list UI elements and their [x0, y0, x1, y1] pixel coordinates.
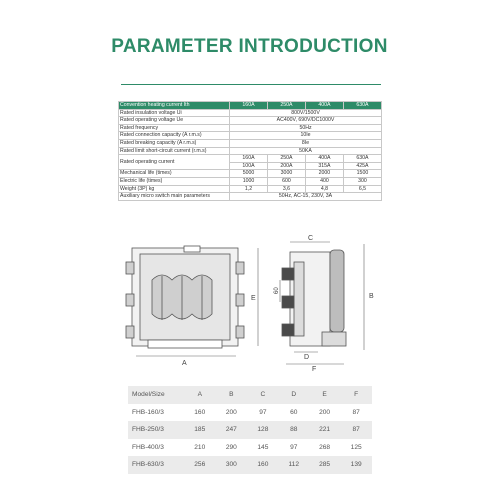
parameter-value: 600 — [267, 177, 305, 185]
table-row — [128, 404, 372, 422]
title-divider — [121, 84, 381, 85]
dimension-header: D — [291, 391, 297, 399]
dimension-header: Model/Size — [132, 391, 165, 399]
parameter-value: 250A — [267, 102, 305, 110]
value-cell: 247 — [225, 426, 237, 434]
parameter-row — [119, 193, 382, 201]
parameter-row — [119, 139, 382, 147]
technical-drawing — [118, 232, 380, 372]
value-cell: 60 — [290, 408, 298, 416]
parameter-value: 160A — [230, 102, 268, 110]
parameter-label: Rated operating current — [119, 155, 230, 170]
parameter-value: 400A — [305, 155, 343, 163]
parameter-value: AC400V, 690V/DC1000V — [230, 117, 382, 125]
dimension-header-row — [128, 386, 372, 404]
value-cell: 87 — [352, 426, 360, 434]
parameter-label: Rated connection capacity (A r.m.s) — [119, 132, 230, 140]
value-cell: 285 — [319, 461, 331, 469]
parameter-value: 250A — [267, 155, 305, 163]
model-cell: FHB-630/3 — [132, 461, 164, 469]
parameter-value: 8Ie — [230, 139, 382, 147]
page-title: PARAMETER INTRODUCTION — [111, 36, 388, 57]
parameter-label: Rated limit short-circuit current (r.m.s) — [119, 147, 230, 155]
parameter-value: 425A — [343, 162, 381, 170]
value-cell: 87 — [352, 408, 360, 416]
parameter-label: Auxiliary micro switch main parameters — [119, 193, 230, 201]
parameter-value: 1500 — [343, 170, 381, 178]
parameter-value: 630A — [343, 102, 381, 110]
parameter-table — [118, 101, 382, 201]
dimension-header: F — [354, 391, 359, 399]
parameter-label: Convention heating current Ith — [119, 102, 230, 110]
dim-label-f: F — [312, 366, 317, 372]
value-cell: 112 — [288, 461, 299, 469]
parameter-row — [119, 117, 382, 125]
parameter-value: 315A — [305, 162, 343, 170]
dim-label-e: E — [251, 295, 256, 302]
parameter-label: Rated frequency — [119, 124, 230, 132]
parameter-value: 160A — [230, 155, 268, 163]
parameter-value: 400A — [305, 102, 343, 110]
dim-label-a: A — [182, 360, 187, 367]
parameter-value: 400 — [305, 177, 343, 185]
parameter-value: 4,8 — [305, 185, 343, 193]
value-cell: 160 — [257, 461, 269, 469]
parameter-value: 3,6 — [267, 185, 305, 193]
dimension-header: A — [197, 391, 202, 399]
value-cell: 200 — [225, 408, 237, 416]
value-cell: 88 — [290, 426, 298, 434]
dimension-header: E — [322, 391, 327, 399]
parameter-value: 200A — [267, 162, 305, 170]
value-cell: 97 — [259, 408, 267, 416]
parameter-value: 50Hz — [230, 124, 382, 132]
value-cell: 139 — [350, 461, 362, 469]
value-cell: 125 — [350, 443, 362, 451]
model-cell: FHB-160/3 — [132, 408, 164, 416]
parameter-value: 5000 — [230, 170, 268, 178]
dimension-header: C — [260, 391, 266, 399]
value-cell: 97 — [290, 443, 298, 451]
value-cell: 300 — [225, 461, 237, 469]
parameter-value: 10Ie — [230, 132, 382, 140]
table-row — [128, 456, 372, 474]
value-cell: 185 — [194, 426, 206, 434]
model-cell: FHB-250/3 — [132, 426, 164, 434]
parameter-row — [119, 147, 382, 155]
parameter-value: 630A — [343, 155, 381, 163]
parameter-row — [119, 177, 382, 185]
parameter-value: 3000 — [267, 170, 305, 178]
parameter-label: Mechanical life (times) — [119, 170, 230, 178]
parameter-value: 50Hz, AC-15, 230V, 3A — [230, 193, 382, 201]
model-cell: FHB-400/3 — [132, 443, 164, 451]
parameter-row — [119, 155, 382, 163]
parameter-value: 300 — [343, 177, 381, 185]
value-cell: 290 — [225, 443, 237, 451]
parameter-value: 800V/1500V — [230, 109, 382, 117]
parameter-value: 6,5 — [343, 185, 381, 193]
value-cell: 256 — [194, 461, 206, 469]
parameter-label: Rated insulation voltage Ui — [119, 109, 230, 117]
parameter-row — [119, 109, 382, 117]
dim-label-c: C — [308, 235, 314, 242]
value-cell: 160 — [194, 408, 206, 416]
parameter-label: Rated operating voltage Ue — [119, 117, 230, 125]
parameter-value: 1,2 — [230, 185, 268, 193]
value-cell: 268 — [319, 443, 331, 451]
parameter-row — [119, 132, 382, 140]
parameter-header-row — [119, 102, 382, 110]
value-cell: 128 — [257, 426, 269, 434]
dim-label-b: B — [369, 293, 374, 300]
parameter-row — [119, 185, 382, 193]
table-row — [128, 439, 372, 457]
value-cell: 200 — [319, 408, 331, 416]
dimension-header: B — [229, 391, 234, 399]
parameter-label: Rated breaking capacity (A r.m.s) — [119, 139, 230, 147]
dim-label-60: 60 — [274, 287, 280, 294]
parameter-row — [119, 124, 382, 132]
table-row — [128, 421, 372, 439]
parameter-value: 2000 — [305, 170, 343, 178]
parameter-label: Electric life (times) — [119, 177, 230, 185]
side-view — [282, 250, 346, 346]
parameter-row — [119, 170, 382, 178]
value-cell: 221 — [319, 426, 331, 434]
parameter-label: Weight (3P) kg — [119, 185, 230, 193]
parameter-value: 100A — [230, 162, 268, 170]
front-view — [126, 246, 244, 348]
value-cell: 145 — [257, 443, 269, 451]
dimension-table — [128, 386, 372, 474]
parameter-value: 50KA — [230, 147, 382, 155]
value-cell: 210 — [194, 443, 206, 451]
dim-label-d: D — [304, 354, 310, 361]
parameter-value: 1000 — [230, 177, 268, 185]
